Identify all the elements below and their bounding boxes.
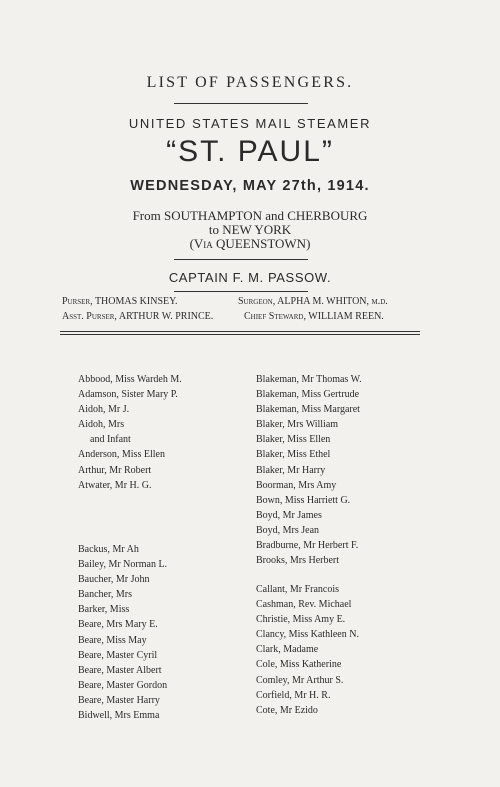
passenger-entry: Atwater, Mr H. G.	[78, 479, 152, 491]
passenger-entry: Beare, Miss May	[78, 634, 147, 646]
passenger-entry: Blaker, Mr Harry	[256, 464, 326, 476]
passenger-entry: Bailey, Mr Norman L.	[78, 559, 168, 571]
passenger-entry: Clancy, Miss Kathleen N.	[256, 629, 359, 641]
passenger-entry: Clark, Madame	[256, 644, 319, 656]
passenger-entry: Brooks, Mrs Herbert	[256, 555, 340, 567]
section-rule-2	[60, 334, 420, 335]
passenger-entry: Bown, Miss Harriett G.	[256, 494, 351, 506]
passenger-entry: Barker, Miss	[78, 604, 130, 616]
passenger-entry: Blaker, Miss Ellen	[256, 434, 331, 446]
passenger-column-right-b	[256, 582, 359, 718]
chief-steward: Chief Steward, WILLIAM REEN.	[244, 311, 384, 322]
passenger-entry: Blakeman, Miss Gertrude	[256, 389, 360, 401]
passenger-entry: Corfield, Mr H. R.	[256, 689, 331, 701]
passenger-column-left-a	[78, 372, 182, 493]
list-title: LIST OF PASSENGERS.	[146, 74, 354, 91]
passenger-entry: Abbood, Miss Wardeh M.	[78, 374, 182, 385]
ship-name: “ST. PAUL”	[166, 135, 334, 168]
passenger-entry: Cashman, Rev. Michael	[256, 599, 352, 611]
passenger-entry: Boorman, Mrs Amy	[256, 479, 337, 491]
passenger-entry: Beare, Master Cyril	[78, 649, 158, 661]
passenger-entry: Cole, Miss Katherine	[256, 659, 342, 671]
passenger-entry: Adamson, Sister Mary P.	[78, 389, 178, 401]
passenger-entry: Aidoh, Mrs	[78, 419, 125, 431]
passenger-entry: Baucher, Mr John	[78, 574, 150, 586]
passenger-entry: Christie, Miss Amy E.	[256, 614, 346, 626]
sailing-date: WEDNESDAY, MAY 27th, 1914.	[130, 178, 370, 194]
passenger-entry: Blakeman, Mr Thomas W.	[256, 374, 362, 385]
purser: Purser, THOMAS KINSEY.	[62, 296, 178, 307]
passenger-entry: Beare, Master Gordon	[78, 679, 168, 691]
passenger-entry: Cote, Mr Ezido	[256, 704, 318, 716]
ship-line: UNITED STATES MAIL STEAMER	[128, 116, 372, 131]
passenger-entry: Blaker, Mrs William	[256, 419, 339, 431]
passenger-entry: Boyd, Mrs Jean	[256, 524, 320, 536]
route-via: (Via QUEENSTOWN)	[189, 236, 311, 251]
passenger-entry: Blakeman, Miss Margaret	[256, 404, 360, 416]
captain-rule-bottom	[174, 291, 308, 292]
passenger-entry: Boyd, Mr James	[256, 509, 322, 521]
asst-purser: Asst. Purser, ARTHUR W. PRINCE.	[62, 311, 214, 322]
route-from: From SOUTHAMPTON and CHERBOURG	[132, 208, 368, 223]
passenger-column-right-a	[256, 372, 362, 568]
passenger-entry: Bradburne, Mr Herbert F.	[256, 540, 359, 552]
passenger-column-left-b	[78, 542, 167, 723]
passenger-entry: Aidoh, Mr J.	[78, 404, 130, 416]
passenger-entry: Anderson, Miss Ellen	[78, 449, 165, 461]
passenger-entry: Bidwell, Mrs Emma	[78, 710, 160, 722]
captain: CAPTAIN F. M. PASSOW.	[168, 270, 332, 285]
passenger-entry: Blaker, Miss Ethel	[256, 449, 331, 461]
passenger-entry: Beare, Master Harry	[78, 694, 160, 706]
route-to: to NEW YORK	[208, 222, 292, 237]
passenger-entry: Beare, Mrs Mary E.	[78, 619, 158, 631]
passenger-entry: Comley, Mr Arthur S.	[256, 674, 344, 686]
passenger-entry: Callant, Mr Francois	[256, 584, 340, 595]
passenger-entry: Bancher, Mrs	[78, 589, 133, 601]
passenger-entry: and Infant	[90, 434, 131, 446]
title-rule	[174, 103, 308, 104]
surgeon: Surgeon, ALPHA M. WHITON, m.d.	[238, 296, 388, 307]
passenger-entry: Backus, Mr Ah	[78, 544, 139, 555]
passenger-entry: Arthur, Mr Robert	[78, 464, 152, 476]
passenger-entry: Beare, Master Albert	[78, 664, 162, 676]
captain-rule-top	[174, 259, 308, 260]
section-rule-1	[60, 331, 420, 332]
